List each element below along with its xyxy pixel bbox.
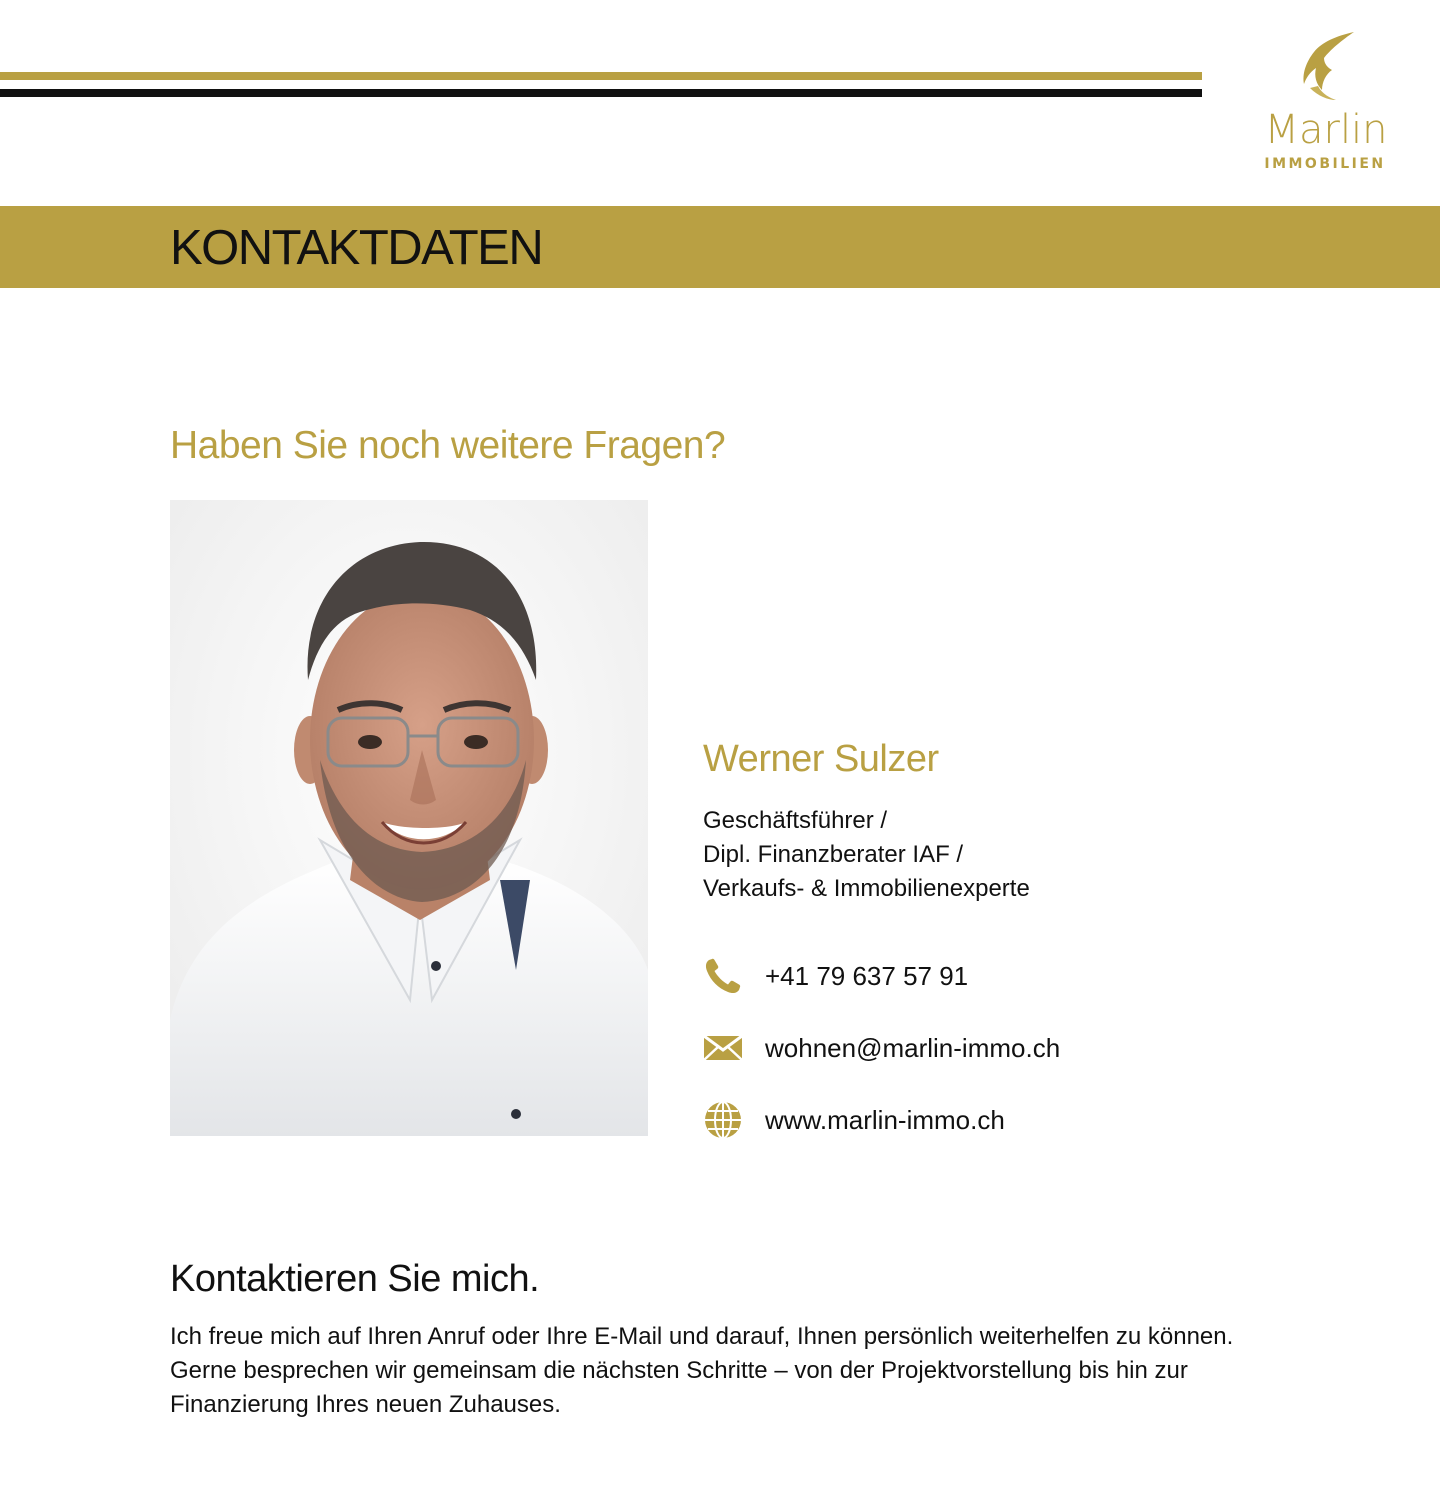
header-black-rule (0, 89, 1202, 97)
cta-paragraph: Ich freue mich auf Ihren Anruf oder Ihre E-Mail und darauf, Ihnen persönlich weiterhelfen zu können. (170, 1323, 1234, 1350)
role-line: Dipl. Finanzberater IAF / (703, 841, 964, 868)
phone-icon (703, 956, 743, 996)
portrait-photo (170, 500, 648, 1136)
marlin-fish-icon (1292, 28, 1362, 108)
marlin-logo[interactable] (1240, 28, 1410, 172)
logo-wordmark: Marlin (1264, 107, 1388, 153)
cta-paragraph: Gerne besprechen wir gemeinsam die nächsten Schritte – von der Projektvorstellung bis hin zur Finanzierung Ihres neuen Zuhauses. (170, 1357, 1188, 1418)
header-gold-rule (0, 72, 1202, 80)
role-line: Geschäftsführer / (703, 807, 888, 834)
person-name: Werner Sulzer (703, 738, 939, 780)
envelope-icon (703, 1028, 743, 1068)
question-heading: Haben Sie noch weitere Fragen? (170, 424, 726, 467)
portrait-illustration (170, 500, 648, 1136)
person-role (703, 804, 1030, 906)
cta-title: Kontaktieren Sie mich. (170, 1258, 540, 1300)
section-title: KONTAKTDATEN (170, 221, 543, 275)
globe-icon (703, 1100, 743, 1140)
cta-text (170, 1320, 1250, 1422)
phone-number: +41 79 637 57 91 (765, 961, 969, 991)
logo-subtitle: IMMOBILIEN (1264, 156, 1386, 172)
website-url: www.marlin-immo.ch (765, 1105, 1005, 1135)
role-line: Verkaufs- & Immobilienexperte (703, 875, 1030, 902)
email-address: wohnen@marlin-immo.ch (765, 1033, 1061, 1063)
